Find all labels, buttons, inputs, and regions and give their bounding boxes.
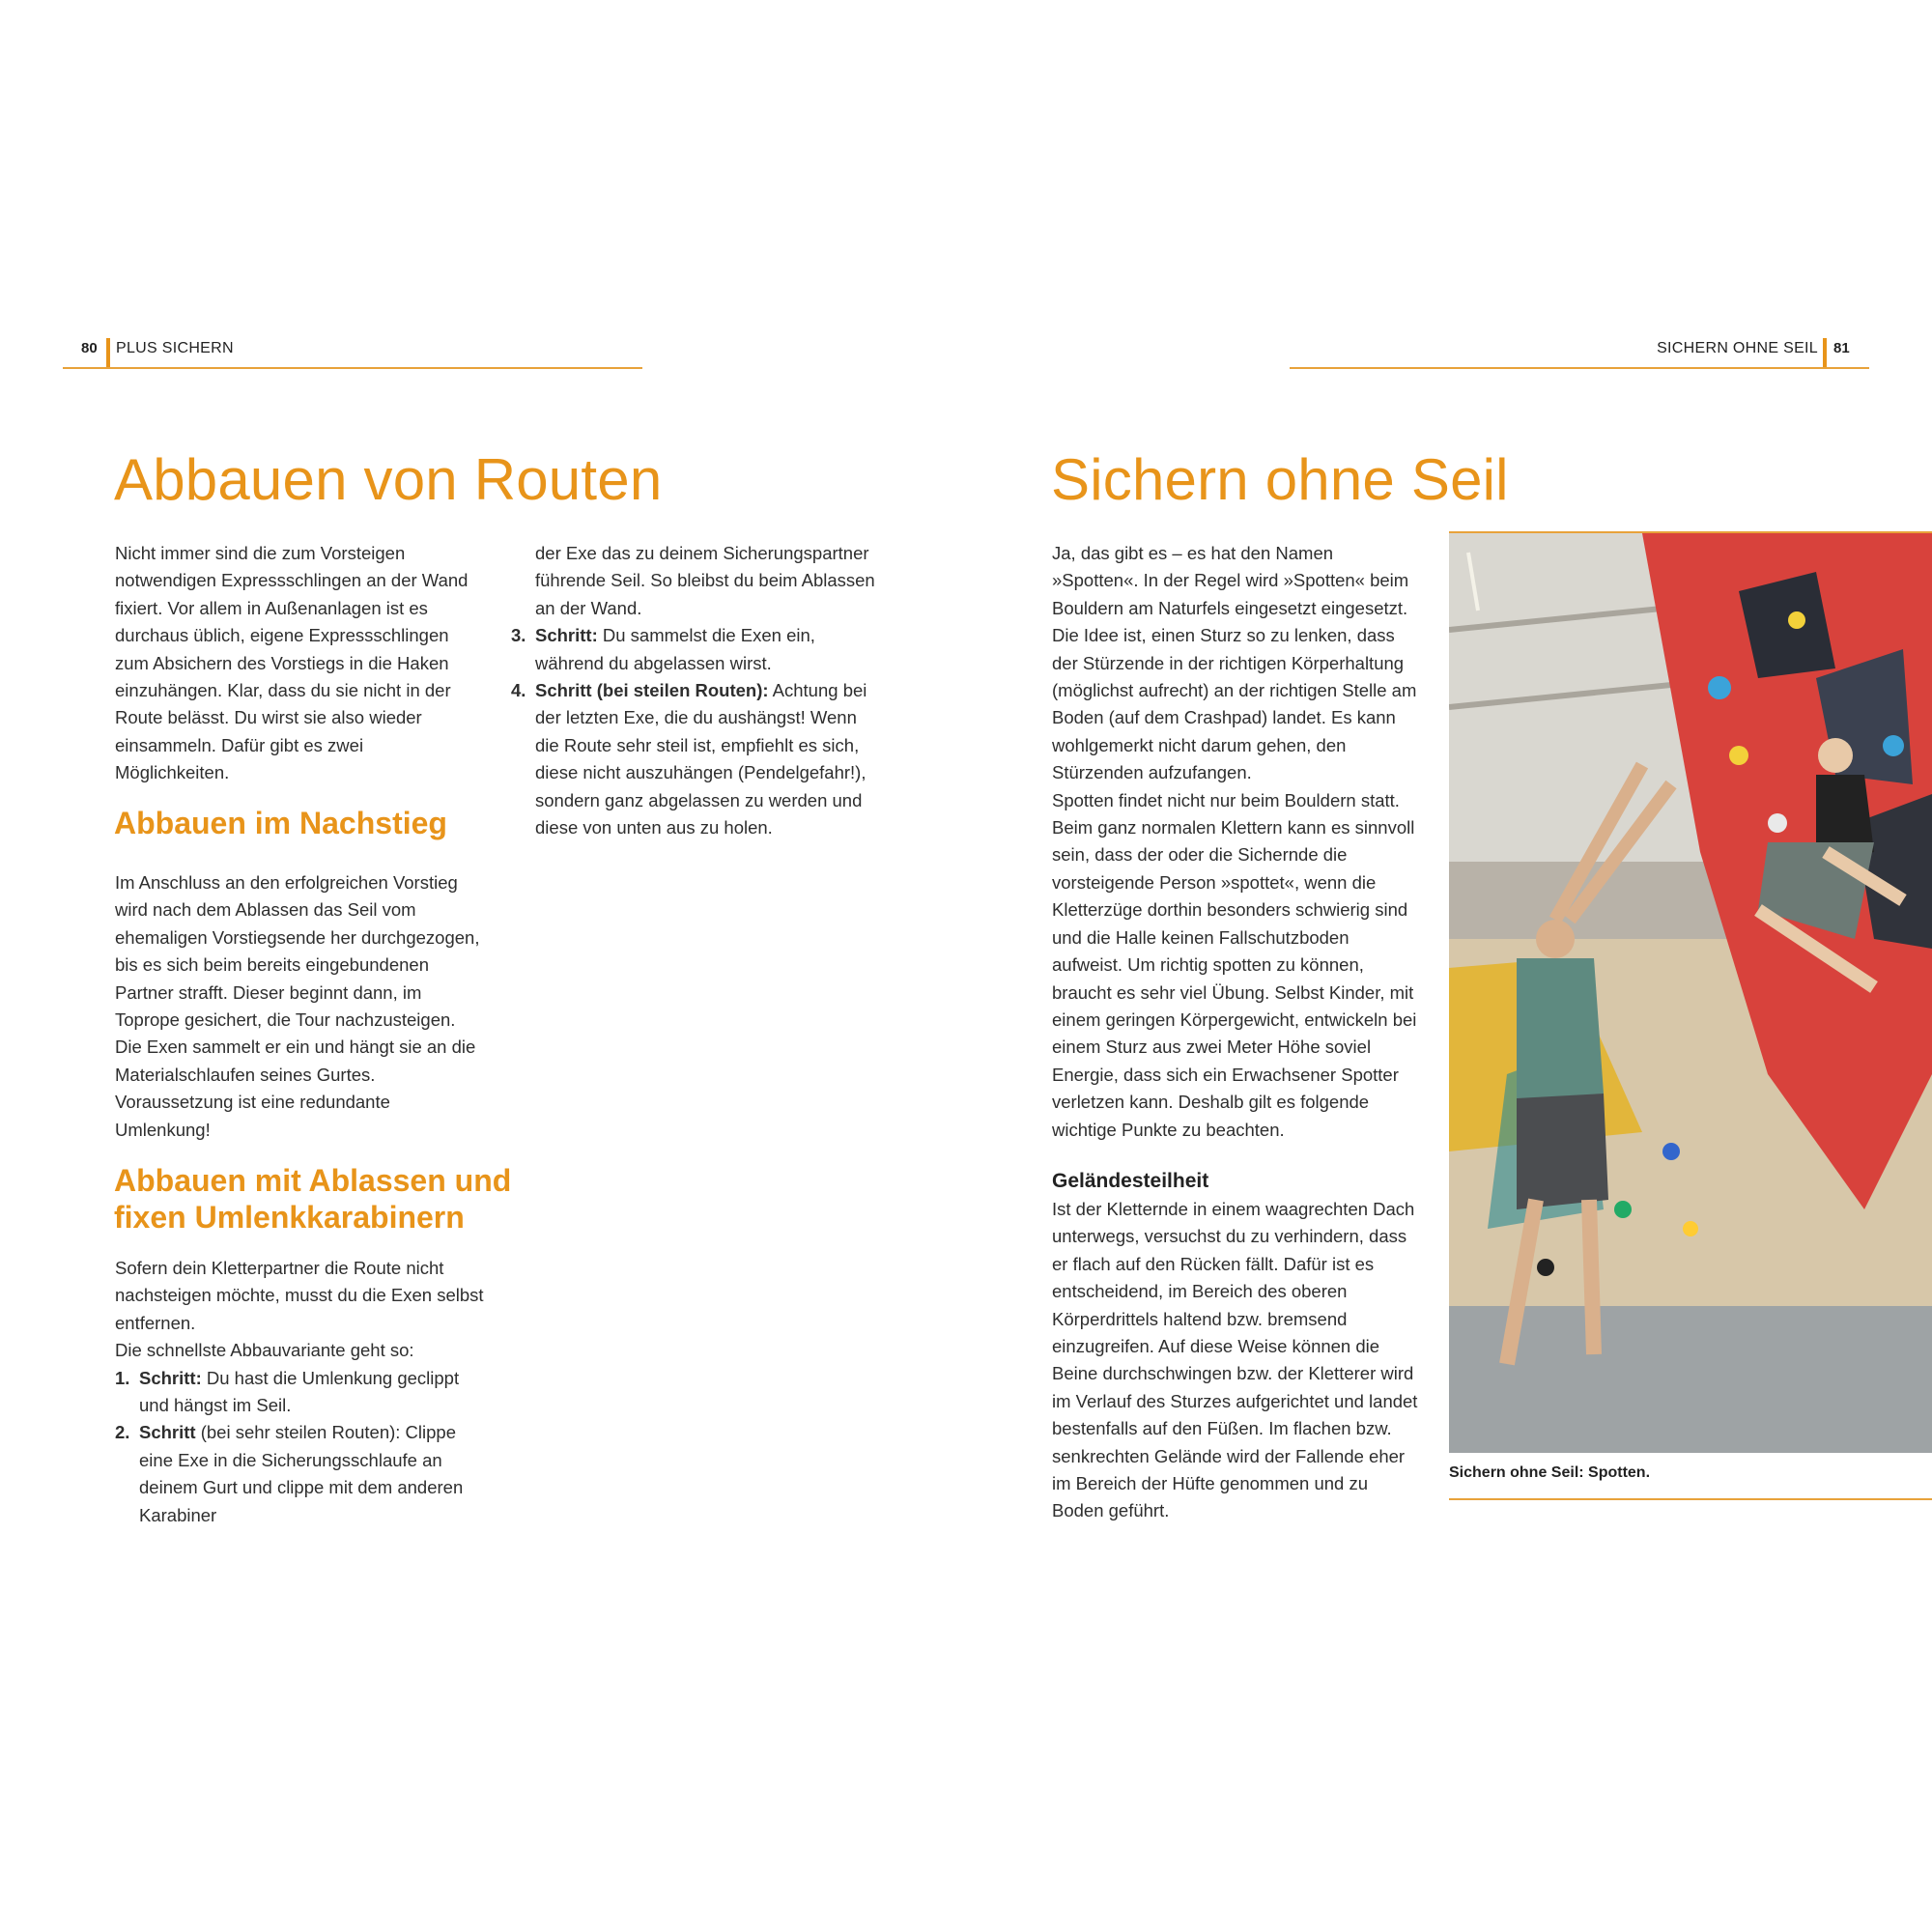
hold (1768, 813, 1787, 833)
right-running-head: SICHERN OHNE SEIL (1657, 340, 1818, 356)
spotter-shirt (1517, 958, 1604, 1103)
step-item: 1. Schritt: Du hast die Umlenkung geclippt und hängst im Seil. (115, 1367, 460, 1416)
photo-caption: Sichern ohne Seil: Spotten. (1449, 1464, 1651, 1481)
ablassen-heading-line-1: Abbauen mit Ablassen und (114, 1163, 512, 1198)
ablassen-text-block (115, 1255, 487, 1529)
hold (1729, 746, 1748, 765)
left-header-rule (63, 367, 642, 369)
step-item: 3. Schritt: Du sammelst die Exen ein, während du abgelassen wirst. (511, 625, 815, 673)
left-column-1 (115, 540, 482, 787)
step-item: 4. Schritt (bei steilen Routen): Achtung bei der letzten Exe, die du aushängst! Wenn die Route sehr steil ist, empfiehlt es sich, diese nicht auszuhängen (Pendelgefahr!), sondern ganz abgelassen zu werden und diese von unten aus zu holen. (511, 680, 867, 838)
nachstieg-paragraph: Im Anschluss an den erfolgreichen Vorstieg wird nach dem Ablassen das Seil vom ehemaligen Vorstiegsende her durchgezogen, bis es sich beim bereits eingebundenen Partner strafft. Dieser beginnt dann, im Toprope gesichert, die Tour nachzusteigen. Die Exen sammelt er ein und hängt sie an die Materialschlaufen seines Gurtes. Voraussetzung ist eine redundante Umlenkung! (115, 872, 480, 1140)
ablassen-paragraph-2: Die schnellste Abbauvariante geht so: (115, 1340, 414, 1361)
intro-paragraph: Nicht immer sind die zum Vorsteigen notwendigen Expressschlingen an der Wand fixiert. Vor allem in Außenanlagen ist es durchaus üblich, eigene Expressschlingen zum Absichern des Vorstiegs in die Haken einzuhängen. Klar, dass du sie nicht in der Route belässt. Du wirst sie also wieder einsammeln. Dafür gibt es zwei Möglichkeiten. (115, 543, 469, 783)
step-item: 2. Schritt (bei sehr steilen Routen): Clippe eine Exe in die Sicherungsschlaufe an deinem Gurt und clippe mit dem anderen Karabiner (115, 1422, 464, 1525)
spotten-paragraph-1: Ja, das gibt es – es hat den Namen »Spotten«. In der Regel wird »Spotten« beim Bouldern am Naturfels eingesetzt eingesetzt. Die Idee ist, einen Sturz so zu lenken, dass der Stürzende in der richtigen Körperhaltung (möglichst aufrecht) an der richtigen Stelle am Boden (auf dem Crashpad) landet. Es kann wohlgemerkt nicht darum gehen, den Stürzenden aufzufangen. (1052, 543, 1417, 783)
gelaende-paragraph: Ist der Kletternde in einem waagrechten Dach unterwegs, versuchst du zu verhindern, dass er flach auf den Rücken fällt. Dafür ist es entscheidend, im Bereich des oberen Körperdrittels haltend bzw. bremsend einzugreifen. Auf diese Weise können die Beine durchschwingen bzw. der Kletterer wird im Verlauf des Sturzes aufgerichtet und landet bestenfalls auf den Füßen. Im flachen bzw. senkrechten Gelände wird der Fallende eher im Bereich der Hüfte genommen und zu Boden geführt. (1052, 1198, 1418, 1521)
left-header-bar (106, 338, 110, 367)
spotter-shorts (1517, 1094, 1608, 1209)
hold (1614, 1201, 1632, 1218)
climbing-gym-photo (1449, 533, 1932, 1453)
hold (1883, 735, 1904, 756)
spotter-leg (1589, 1200, 1594, 1354)
hold (1708, 676, 1731, 699)
hold (1683, 1221, 1698, 1236)
steps-list-part-2 (511, 622, 878, 841)
spotten-paragraph-2: Spotten findet nicht nur beim Bouldern statt. Beim ganz normalen Klettern kann es sinnvoll sein, dass der oder die Sichernde die vorsteigende Person »spottet«, wenn die Kletterzüge dorthin besonders schwierig sind und die Halle keinen Fallschutzboden aufweist. Um richtig spotten zu können, braucht es sehr viel Übung. Selbst Kinder, mit einem geringen Körpergewicht, entwickeln bei einem Sturz aus zwei Meter Höhe soviel Energie, dass sich ein Erwachsener Spotter verletzen kann. Deshalb gilt es folgende wichtige Punkte zu beachten. (1052, 789, 1417, 1140)
caption-rule (1449, 1498, 1932, 1500)
right-page-number: 81 (1833, 340, 1850, 356)
subheading-gelaendesteilheit: Geländesteilheit (1052, 1169, 1209, 1192)
hold (1662, 1143, 1680, 1160)
floor-mat (1449, 1306, 1932, 1453)
left-running-head: PLUS SICHERN (116, 340, 234, 356)
ablassen-heading-line-2: fixen Umlenkkarabinern (114, 1200, 465, 1235)
left-page-title: Abbauen von Routen (114, 447, 663, 512)
hold (1537, 1259, 1554, 1276)
spotter-head (1536, 920, 1575, 958)
climber-head (1818, 738, 1853, 773)
ablassen-paragraph-1: Sofern dein Kletterpartner die Route nicht nachsteigen möchte, musst du die Exen selbst entfernen. (115, 1258, 484, 1333)
right-text-column (1052, 540, 1424, 1525)
section-heading-nachstieg: Abbauen im Nachstieg (114, 806, 447, 840)
step-2-continuation: der Exe das zu deinem Sicherungspartner führende Seil. So bleibst du beim Ablassen an der Wand. (535, 543, 875, 618)
nachstieg-text-block (115, 869, 487, 1144)
right-page-title: Sichern ohne Seil (1051, 447, 1509, 512)
left-page-number: 80 (81, 340, 98, 356)
left-column-2 (511, 540, 878, 841)
right-header-rule (1290, 367, 1869, 369)
section-heading-ablassen (114, 1162, 511, 1236)
hold (1788, 611, 1805, 629)
steps-list-part-1 (115, 1365, 487, 1529)
right-header-bar (1823, 338, 1827, 367)
